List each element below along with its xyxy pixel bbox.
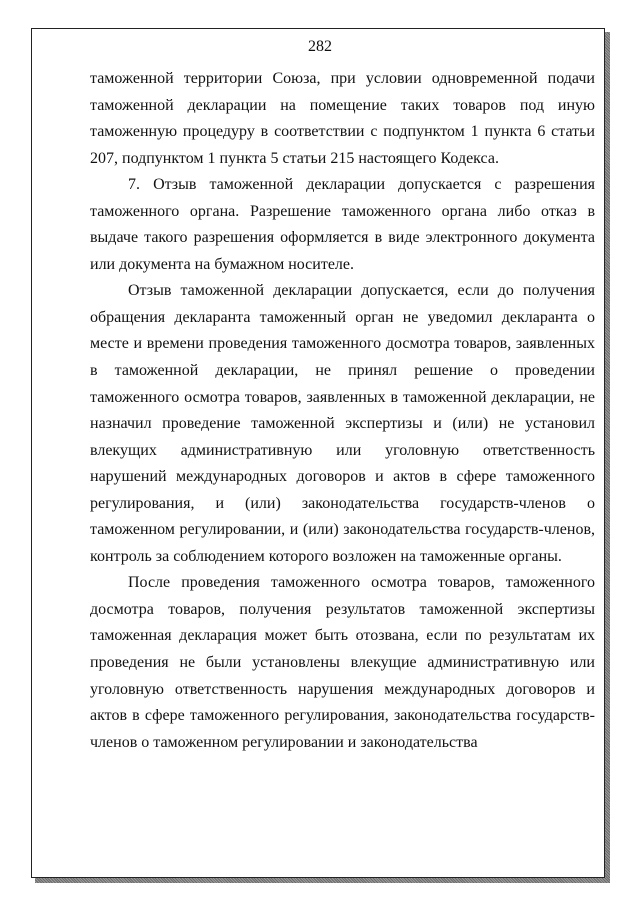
document-body — [90, 66, 595, 756]
paragraph-item-7: 7. Отзыв таможенной декларации допускается с разрешения таможенного органа. Разрешение таможенного органа либо отказ в выдаче такого разрешения оформляется в виде электронного документа или документа на бумажном носителе. — [90, 176, 595, 273]
paragraph-withdrawal-conditions: Отзыв таможенной декларации допускается, если до получения обращения декларанта таможенный орган не уведомил декларанта о месте и времени проведения таможенного досмотра товаров, заявленных в таможенной декларации, не принял решение о проведении таможенного осмотра товаров, заявленных в таможенной декларации, не назначил проведение таможенной экспертизы и (или) не установил влекущих административную или уголовную ответственность нарушений международных договоров и актов в сфере таможенного регулирования, и (или) законодательства государств-членов о таможенном регулировании, и (или) законодательства государств-членов, контроль за соблюдением которого возложен на таможенные органы. — [90, 282, 595, 565]
page-shadow-bottom — [35, 878, 610, 883]
paragraph-after-inspection: После проведения таможенного осмотра товаров, таможенного досмотра товаров, получения результатов таможенной экспертизы таможенная декларация может быть отозвана, если по результатам их проведения не были установлены влекущие административную или уголовную ответственность нарушения международных договоров и актов в сфере таможенного регулирования, законодательства государств-членов о таможенном регулировании и законодательства — [90, 574, 595, 751]
paragraph-continuation: таможенной территории Союза, при условии одновременной подачи таможенной декларации на помещение таких товаров под иную таможенную процедуру в соответствии с подпунктом 1 пункта 6 статьи 207, подпунктом 1 пункта 5 статьи 215 настоящего Кодекса. — [90, 70, 595, 167]
page-number: 282 — [308, 38, 332, 55]
page-shadow-right — [605, 32, 610, 882]
